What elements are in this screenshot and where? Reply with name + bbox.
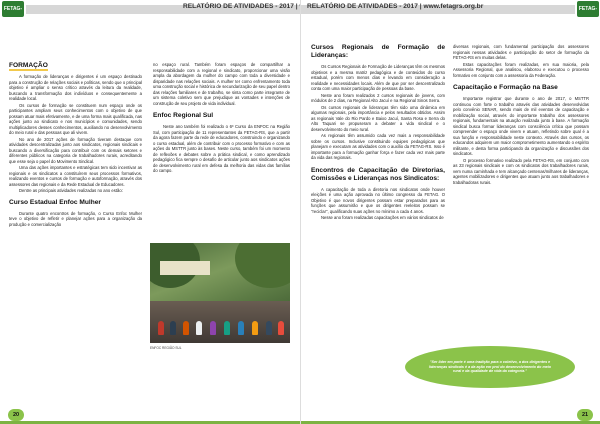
fetag-logo: FETAG-RS bbox=[2, 1, 24, 17]
paragraph: As regionais têm assumido cada vez mais a responsabilidade sobre os cursos. Inclusive constituindo equipes pedagógicas que planejam e executam as atividades com o auxílio da FETAG-RS. Isso é importante para a formação ganhar força e fazer cada vez mais parte da vida das regionais. bbox=[311, 133, 445, 160]
group-photo bbox=[150, 243, 290, 343]
section-heading-formacao: FORMAÇÃO bbox=[9, 62, 48, 69]
paragraph: Uma das ações importantes e estratégicas tem sido incentivar as regionais e os sindicatos a constituírem seus processos formativos, realizando eventos e cursos de formação e autoformação, através dos assessores das regionais e da Rede Estadual de Educadores. bbox=[9, 165, 142, 187]
paragraph: Estas capacitações foram realizadas, em sua maioria, pela Assessoria Regional, que analisou, elaborou e executou o processo formativo em conjunto com a assessoria da Federação. bbox=[453, 61, 589, 78]
paragraph: No ano de 2017 ações de formação tiveram destaque com atividades descentralizadas junto aos sindicatos, regionais sindicais e buscando a diversificação para contribuir com os demais setores e diferentes públicos na categoria de trabalhadores rurais, acreditando que esse seja o papel do Movimento Sindical. bbox=[9, 136, 142, 164]
header-title: RELATÓRIO DE ATIVIDADES - 2017 bbox=[307, 3, 418, 10]
photo-banner bbox=[160, 261, 210, 275]
subheading-enfoc-mulher: Curso Estadual Enfoc Mulher bbox=[9, 198, 101, 206]
photo-caption: ENFOC REGIÃO SUL bbox=[150, 346, 182, 350]
header-separator: | bbox=[419, 3, 422, 10]
paragraph: Dentre as principais atividades realizadas no ano estão: bbox=[19, 188, 123, 193]
paragraph: Nesse ano foram realizadas capacitações em vários sindicatos de bbox=[321, 215, 444, 220]
paragraph: A capacitação de toda a diretoria nos sindicatos onde houver eleições é uma ação aprovada no último congresso da FETAG. O Objetivo é que novos dirigentes possam estar preparados para as funções que assumirão e que os dirigentes reeleitos possam se "reciclar", qualificando suas ações no mínimo a cada 4 anos. bbox=[311, 186, 445, 214]
photo-tree bbox=[235, 243, 290, 288]
page-number-left: 20 bbox=[8, 409, 24, 421]
photo-person bbox=[238, 321, 244, 335]
left-header bbox=[0, 0, 300, 28]
paragraph: Os Cursos Regionais de Formação de Lideranças têm os mesmos objetivos e a mesma matriz pedagógica e de conteúdos do curso estadual, porém com menos dias e levando em consideração a realidade e necessidades locais. Além de que por ser descentralizado conta com uma maior participação de pessoas da base. bbox=[311, 64, 445, 91]
paragraph: Neste ano também foi realizado o 6º Curso da ENFOC na Região Sul, com participação de 11 representantes da FETAG-RS, que a partir da agora fazem parte da rede de educadores, construindo e organizando o curso estadual, além de contribuir com o processo formativo e com as ações do MSTTR junto às bases. Neste curso, também foi um momento de reflexões e debates sobre a prática sindical, e como aprendizado pedagógico fica sempre o desafio de articular junto aos sindicatos ações de desenvolvimento rural em defesa da melhoria das vidas das famílias do campo. bbox=[153, 124, 290, 173]
header-separator: | bbox=[295, 3, 298, 10]
right-column-1 bbox=[311, 44, 445, 222]
paragraph: Neste ano foram realizados 2 cursos regionais de jovens, com módulos de 2 dias, na Regional Alto Jacuí e na Regional Sinos Serra. bbox=[311, 92, 445, 103]
pull-quote: "Ser líder em parte é uma tradição para o coletivo, a dos dirigentes e lideranças sindicais é a da ação em prol do desenvolvimento do meio rural e da qualidade de vida da categoria." bbox=[405, 346, 575, 388]
right-header bbox=[301, 0, 600, 28]
header-text bbox=[183, 3, 300, 10]
paragraph: Os cursos de formação se constituem num espaço onde os participantes ampliam seus conhecimentos com o objetivo de que possam atuar mais efetivamente, e de uma forma mais qualificada, nas ações junto ao sindicato e nos municípios e comunidades, sendo multiplicadores desses conhecimentos, auxiliando no desenvolvimento do meio rural e das pessoas que ali vivem. bbox=[9, 102, 142, 135]
paragraph: diversas regionais, com fundamental participação dos assessores regionais nessas atividades e participação do setor de formação da FETAG-RS em muitas delas. bbox=[453, 44, 589, 60]
heading-cursos-regionais: Cursos Regionais de Formação de Lideranças: bbox=[311, 44, 445, 59]
photo-person bbox=[183, 321, 189, 335]
photo-person bbox=[266, 321, 272, 335]
paragraph: O processo formativo realizado pela FETAG-RS, em conjunto com as 23 regionais sindicais e com os sindicatos dos trabalhadores rurais, vem numa caminhada e tem alcançado centenas/milhares de lideranças, agentes mobilizadores e dirigentes que atuam junto aos trabalhadores e trabalhadoras rurais. bbox=[453, 157, 589, 185]
photo-person bbox=[278, 321, 284, 335]
header-site: www.fetagrs.org.br bbox=[423, 3, 484, 10]
paragraph: A formação de lideranças e dirigentes é um espaço destinado para a construção de relações sociais e políticas, sendo que o principal objetivo é ampliar o senso crítico através da leitura da realidade, buscando a transformação dos indivíduos e consequentemente a realidade local. bbox=[9, 74, 142, 101]
right-column-2 bbox=[453, 44, 589, 186]
header-text bbox=[307, 3, 483, 10]
photo-person bbox=[210, 321, 216, 335]
fetag-logo: FETAG-RS bbox=[577, 1, 599, 17]
left-column-2 bbox=[153, 62, 290, 175]
paragraph: Importante registrar que durante o ano de 2017, o MSTTR continuou com forte o trabalho através das atividades desenvolvidas pelo convênio SENAR, sendo mais de mil eventos de capacitação e mobilização social, através do importante trabalho dos assessores regionais, fundamentais na atuação realizada junto à base. A formação sindical busca formar lideranças com consciência crítica que possam compreender o espaço onde vivem e atuam, refletindo sobre qual é a sua função e responsabilidade neste contexto. Através dos cursos, os educandos adquirem um maior comprometimento aumentando o espírito militante, e desta forma participando da organização e discussões dos sindicatos. bbox=[453, 96, 589, 156]
left-column-1 bbox=[9, 62, 142, 228]
photo-person bbox=[170, 321, 176, 335]
subheading-enfoc-sul: Enfoc Regional Sul bbox=[153, 112, 214, 119]
photo-person bbox=[252, 321, 258, 335]
paragraph: Durante quatro encontros de formação, o Curso Enfoc Mulher teve o objetivo de refletir e planejar ações para a organização da produção e comercialização bbox=[9, 210, 142, 227]
photo-person bbox=[224, 321, 230, 335]
paragraph: no espaço rural. Também foram espaços de compartilhar a responsabilidade com a regional e sindicato, proporcionar uma visão ampla da abordagem da mulher do campo com toda a diversidade e disparidade nas relações sociais. A mulher ter como enfrentamento toda uma construção social e histórica de secundarização de seu papel dentro das relações familiares e de trabalho, se sinta como parte integrante de um sistema coletivo sem que prejudique as vontades e intenções de construção de seu projeto de vida individual. bbox=[153, 62, 290, 106]
header-title: RELATÓRIO DE ATIVIDADES - 2017 bbox=[183, 3, 294, 10]
photo-person bbox=[196, 321, 202, 335]
heading-capacitacao-base: Capacitação e Formação na Base bbox=[453, 84, 558, 91]
paragraph: Os cursos regionais de lideranças têm sido uma dinâmica em algumas regionais, pela importância e pelos resultados obtidos. Assim as regionais Vale do Rio Pardo e Baixo Jacuí, Santa Rosa e Serra do Alto Taquari se propuseram a debater a vida sindical e o desenvolvimento do meio rural. bbox=[311, 104, 445, 132]
page-number-right: 21 bbox=[577, 409, 593, 421]
heading-encontros-capacitacao: Encontros de Capacitação de Diretorias, Comissões e Lideranças nos Sindicatos: bbox=[311, 166, 445, 182]
photo-person bbox=[158, 321, 164, 335]
